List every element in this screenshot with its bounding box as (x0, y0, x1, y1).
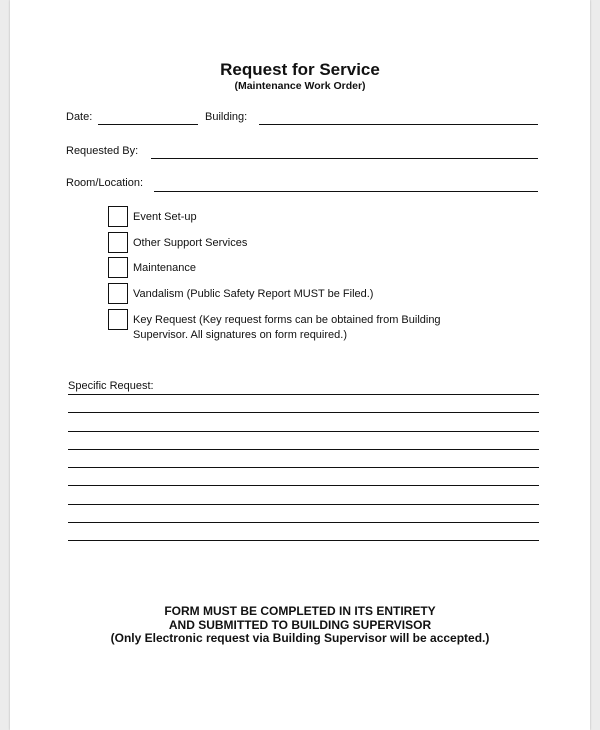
specific-request-line[interactable] (68, 540, 539, 541)
other-support-label: Other Support Services (133, 237, 248, 249)
specific-request-line[interactable] (68, 412, 539, 413)
date-field[interactable] (98, 124, 198, 125)
building-field[interactable] (259, 124, 538, 125)
event-setup-checkbox[interactable] (108, 206, 128, 227)
other-support-checkbox[interactable] (108, 232, 128, 253)
room-location-field[interactable] (154, 191, 538, 192)
requested-by-field[interactable] (151, 158, 538, 159)
specific-request-line[interactable] (68, 522, 539, 523)
specific-request-line[interactable] (68, 431, 539, 432)
event-setup-label: Event Set-up (133, 211, 197, 223)
date-label: Date: (66, 111, 93, 123)
specific-request-line[interactable] (68, 504, 539, 505)
specific-request-line[interactable] (68, 467, 539, 468)
key-request-label: Key Request (Key request forms can be obtained from Building (133, 314, 441, 326)
requested-by-label: Requested By: (66, 145, 139, 157)
vandalism-checkbox[interactable] (108, 283, 128, 304)
footer-line-2: AND SUBMITTED TO BUILDING SUPERVISOR (168, 618, 432, 632)
specific-request-line[interactable] (68, 485, 539, 486)
key-request-label-continued: Supervisor. All signatures on form required.) (133, 329, 347, 341)
specific-request-line[interactable] (68, 394, 539, 395)
building-label: Building: (205, 111, 248, 123)
maintenance-checkbox[interactable] (108, 257, 128, 278)
form-title: Request for Service (220, 60, 380, 79)
footer-line-1: FORM MUST BE COMPLETED IN ITS ENTIRETY (164, 604, 436, 618)
room-location-label: Room/Location: (66, 177, 144, 189)
maintenance-label: Maintenance (133, 262, 196, 274)
form-subtitle: (Maintenance Work Order) (234, 80, 366, 92)
vandalism-label: Vandalism (Public Safety Report MUST be Filed.) (133, 288, 374, 300)
footer-line-3: (Only Electronic request via Building Supervisor will be accepted.) (110, 631, 490, 645)
specific-request-line[interactable] (68, 449, 539, 450)
key-request-checkbox[interactable] (108, 309, 128, 330)
specific-request-label: Specific Request: (68, 380, 154, 392)
